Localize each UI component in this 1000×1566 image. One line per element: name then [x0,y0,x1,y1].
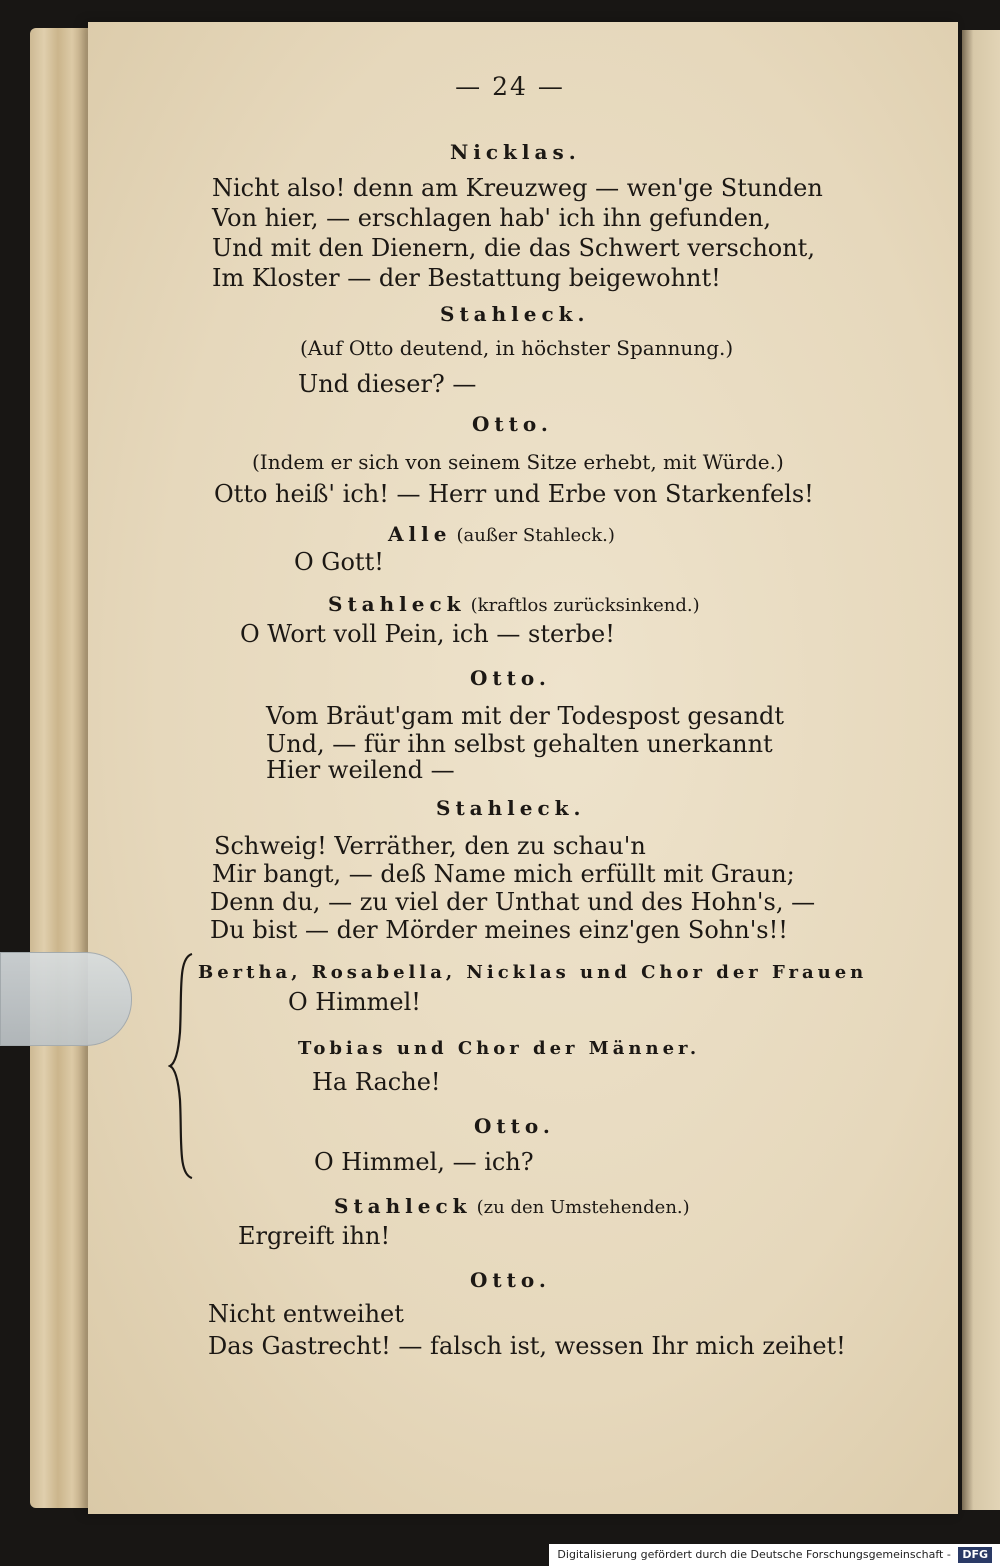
verse-line: Von hier, — erschlagen hab' ich ihn gefunden, [212,204,772,232]
speaker-alle: Alle [388,522,452,546]
verse-line: Nicht entweihet [208,1300,404,1328]
verse-line: Ergreift ihn! [238,1222,391,1250]
stage-direction: (Auf Otto deutend, in höchster Spannung.) [300,336,734,360]
speaker-otto: Otto. [470,666,551,690]
speaker-stahleck: Stahleck [328,592,466,616]
speaker-group-men: Tobias und Chor der Männer. [298,1038,701,1059]
verse-line: Ha Rache! [312,1068,441,1096]
footer-credit [549,1544,1000,1566]
speaker-line [388,522,615,546]
speaker-line [334,1194,690,1218]
verse-line: O Wort voll Pein, ich — sterbe! [240,620,615,648]
verse-line: Hier weilend — [266,756,455,784]
verse-line: Denn du, — zu viel der Unthat und des Hohn's, — [210,888,816,916]
verse-line: Schweig! Verräther, den zu schau'n [214,832,646,860]
footer-text: Digitalisierung gefördert durch die Deutsche Forschungsgemeinschaft - [557,1548,951,1561]
speaker-line [328,592,700,616]
speaker-nicklas: Nicklas. [450,140,581,164]
dfg-logo: DFG [958,1547,992,1563]
verse-line: Otto heiß' ich! — Herr und Erbe von Starkenfels! [214,480,814,508]
speaker-otto: Otto. [470,1268,551,1292]
speaker-stahleck: Stahleck. [440,302,590,326]
verse-line: O Himmel! [288,988,421,1016]
verse-line: Und mit den Dienern, die das Schwert verschont, [212,234,815,262]
verse-line: Vom Bräut'gam mit der Todespost gesandt [266,702,785,730]
speaker-otto: Otto. [472,412,553,436]
verse-line: Das Gastrecht! — falsch ist, wessen Ihr mich zeihet! [208,1332,846,1360]
verse-line: O Gott! [294,548,384,576]
verse-line: Mir bangt, — deß Name mich erfüllt mit Graun; [212,860,795,888]
page-clip-tab [0,952,132,1046]
speaker-group-women: Bertha, Rosabella, Nicklas und Chor der Frauen [198,962,868,983]
speaker-stahleck: Stahleck. [436,796,586,820]
verse-line: Und, — für ihn selbst gehalten unerkannt [266,730,773,758]
speaker-stahleck: Stahleck [334,1194,472,1218]
stage-direction: (außer Stahleck.) [456,525,615,546]
verse-line: Im Kloster — der Bestattung beigewohnt! [212,264,721,292]
stage-direction: (zu den Umstehenden.) [476,1197,690,1218]
speaker-otto: Otto. [474,1114,555,1138]
stage-direction: (kraftlos zurücksinkend.) [470,595,700,616]
verse-line: O Himmel, — ich? [314,1148,534,1176]
verse-line: Du bist — der Mörder meines einz'gen Sohn's!! [210,916,788,944]
next-page-edge [962,30,1000,1510]
brace-bracket [168,952,196,1180]
stage-direction: (Indem er sich von seinem Sitze erhebt, mit Würde.) [252,450,784,474]
page-number: — 24 — [455,72,565,101]
verse-line: Und dieser? — [298,370,477,398]
verse-line: Nicht also! denn am Kreuzweg — wen'ge Stunden [212,174,823,202]
